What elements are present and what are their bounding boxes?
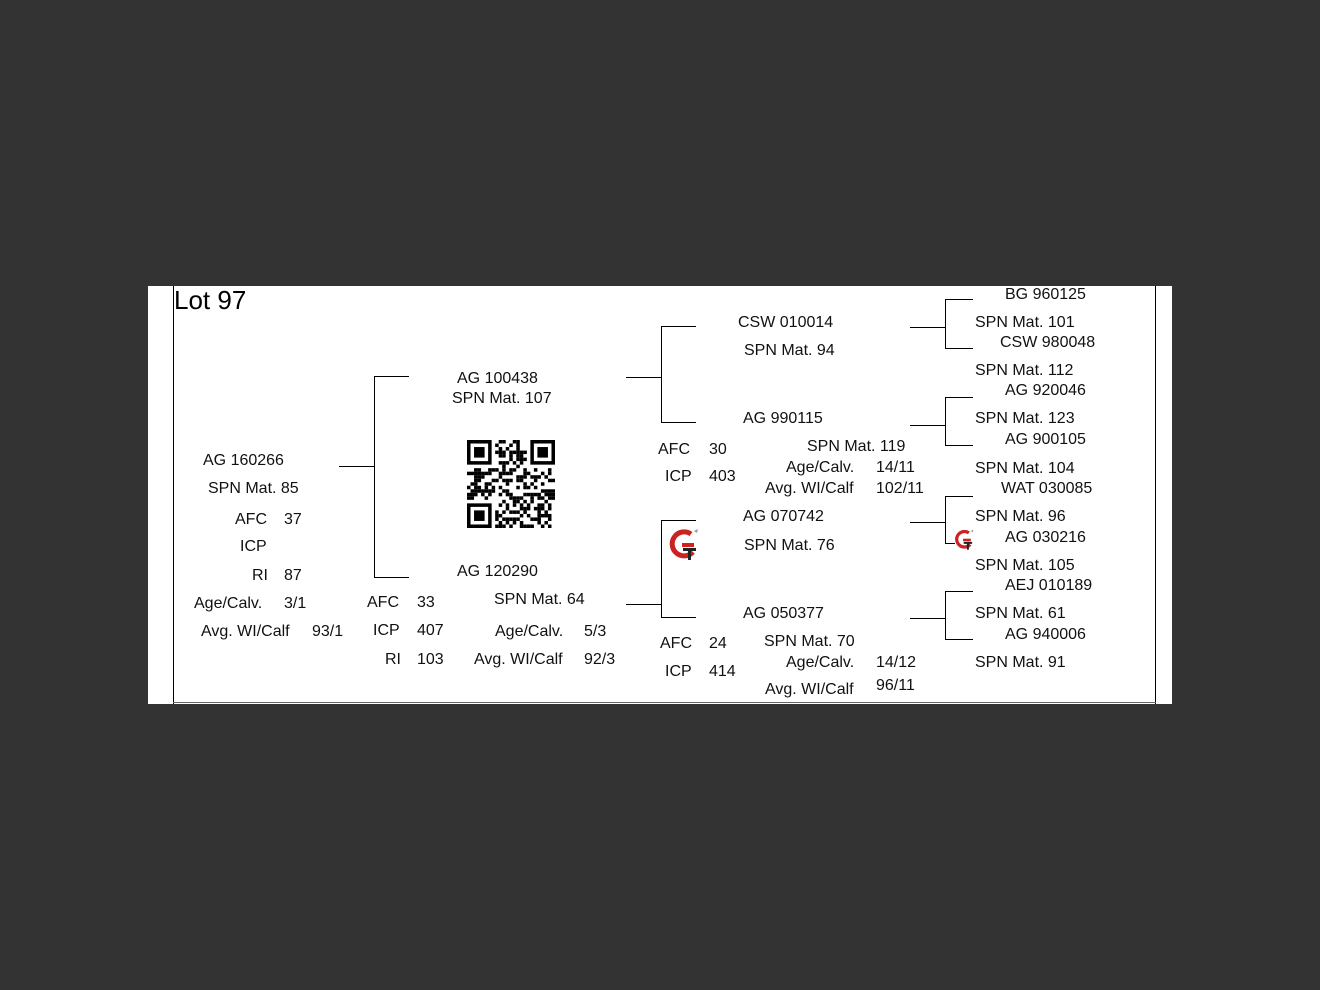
dam-dam-age-label: Age/Calv. — [786, 654, 855, 671]
connector-line — [339, 466, 374, 467]
connector-line — [374, 376, 409, 377]
connector-line — [945, 639, 973, 640]
dam-dam-wi-value: 96/11 — [876, 677, 915, 694]
connector-line — [661, 326, 662, 423]
subject-ri-label: RI — [252, 567, 268, 584]
dam-dam-spn: SPN Mat. 70 — [764, 633, 855, 650]
sire-sire-reg: CSW 010014 — [738, 314, 834, 331]
connector-line — [945, 397, 973, 398]
gen4-spn: SPN Mat. 123 — [975, 410, 1075, 427]
card-left-border — [173, 286, 174, 704]
gt-logo-icon — [953, 529, 977, 551]
dam-dam-afc-label: AFC — [660, 635, 692, 652]
connector-line — [945, 496, 946, 544]
gen4-spn: SPN Mat. 101 — [975, 314, 1075, 331]
card-right-border — [1155, 286, 1156, 704]
dam-wi-label: Avg. WI/Calf — [474, 651, 563, 668]
pedigree-card — [148, 286, 1172, 704]
gen4-reg: AG 940006 — [1005, 626, 1086, 643]
connector-line — [661, 326, 696, 327]
sire-dam-spn: SPN Mat. 119 — [807, 438, 906, 455]
connector-line — [626, 604, 661, 605]
dam-dam-icp-value: 414 — [709, 663, 736, 680]
connector-line — [945, 397, 946, 446]
connector-line — [945, 496, 973, 497]
dam-afc-value: 33 — [417, 594, 435, 611]
connector-line — [945, 348, 973, 349]
dam-icp-value: 407 — [417, 622, 444, 639]
lot-title: Lot 97 — [174, 286, 247, 315]
dam-age-label: Age/Calv. — [495, 623, 564, 640]
gen4-reg: CSW 980048 — [1000, 334, 1096, 351]
sire-dam-reg: AG 990115 — [743, 410, 823, 427]
sire-dam-afc-value: 30 — [709, 441, 727, 458]
connector-line — [910, 522, 945, 523]
connector-line — [374, 577, 409, 578]
sire-dam-icp-label: ICP — [665, 468, 692, 485]
dam-icp-label: ICP — [373, 622, 400, 639]
gen4-spn: SPN Mat. 104 — [975, 460, 1075, 477]
gen4-reg: BG 960125 — [1005, 286, 1086, 303]
connector-line — [945, 299, 946, 349]
subject-icp-label: ICP — [240, 538, 267, 555]
sire-dam-icp-value: 403 — [709, 468, 736, 485]
gen4-spn: SPN Mat. 112 — [975, 362, 1074, 379]
gt-logo-icon — [667, 528, 703, 562]
connector-line — [661, 520, 696, 521]
subject-age-value: 3/1 — [284, 595, 307, 612]
sire-dam-afc-label: AFC — [658, 441, 690, 458]
gen4-reg: AG 920046 — [1005, 382, 1086, 399]
connector-line — [910, 425, 945, 426]
sire-spn: SPN Mat. 107 — [452, 390, 552, 407]
gen4-reg: AG 030216 — [1005, 529, 1086, 546]
gen4-reg: AEJ 010189 — [1005, 577, 1093, 594]
gen4-spn: SPN Mat. 96 — [975, 508, 1066, 525]
sire-dam-age-value: 14/11 — [876, 459, 915, 476]
dam-dam-age-value: 14/12 — [876, 654, 917, 671]
connector-line — [945, 299, 973, 300]
dam-ri-label: RI — [385, 651, 401, 668]
subject-spn: SPN Mat. 85 — [208, 480, 299, 497]
connector-line — [661, 422, 696, 423]
connector-line — [945, 445, 973, 446]
dam-wi-value: 92/3 — [584, 651, 616, 668]
dam-sire-spn: SPN Mat. 76 — [744, 537, 835, 554]
dam-sire-reg: AG 070742 — [743, 508, 824, 525]
gen4-reg: AG 900105 — [1005, 431, 1086, 448]
connector-line — [910, 327, 945, 328]
dam-spn: SPN Mat. 64 — [494, 591, 585, 608]
dam-dam-reg: AG 050377 — [743, 605, 824, 622]
dam-dam-afc-value: 24 — [709, 635, 727, 652]
subject-afc-label: AFC — [235, 511, 267, 528]
dam-age-value: 5/3 — [584, 623, 607, 640]
dam-dam-wi-label: Avg. WI/Calf — [765, 681, 854, 698]
qr-code-icon — [467, 440, 555, 528]
sire-reg: AG 100438 — [457, 370, 538, 387]
sire-dam-age-label: Age/Calv. — [786, 459, 855, 476]
dam-dam-icp-label: ICP — [665, 663, 692, 680]
connector-line — [374, 376, 375, 578]
card-bottom-border — [173, 702, 1156, 703]
connector-line — [661, 520, 662, 618]
gen4-spn: SPN Mat. 61 — [975, 605, 1066, 622]
dam-reg: AG 120290 — [457, 563, 538, 580]
subject-wi-label: Avg. WI/Calf — [201, 623, 290, 640]
subject-age-label: Age/Calv. — [194, 595, 263, 612]
connector-line — [661, 617, 696, 618]
sire-dam-wi-value: 102/11 — [876, 480, 924, 497]
subject-wi-value: 93/1 — [312, 623, 344, 640]
subject-ri-value: 87 — [284, 567, 302, 584]
gen4-spn: SPN Mat. 91 — [975, 654, 1066, 671]
subject-afc-value: 37 — [284, 511, 302, 528]
sire-sire-spn: SPN Mat. 94 — [744, 342, 835, 359]
gen4-spn: SPN Mat. 105 — [975, 557, 1075, 574]
subject-reg: AG 160266 — [203, 452, 284, 469]
connector-line — [945, 591, 973, 592]
dam-afc-label: AFC — [367, 594, 399, 611]
sire-dam-wi-label: Avg. WI/Calf — [765, 480, 854, 497]
connector-line — [945, 591, 946, 640]
connector-line — [626, 377, 661, 378]
gen4-reg: WAT 030085 — [1001, 480, 1093, 497]
connector-line — [910, 618, 945, 619]
dam-ri-value: 103 — [417, 651, 444, 668]
